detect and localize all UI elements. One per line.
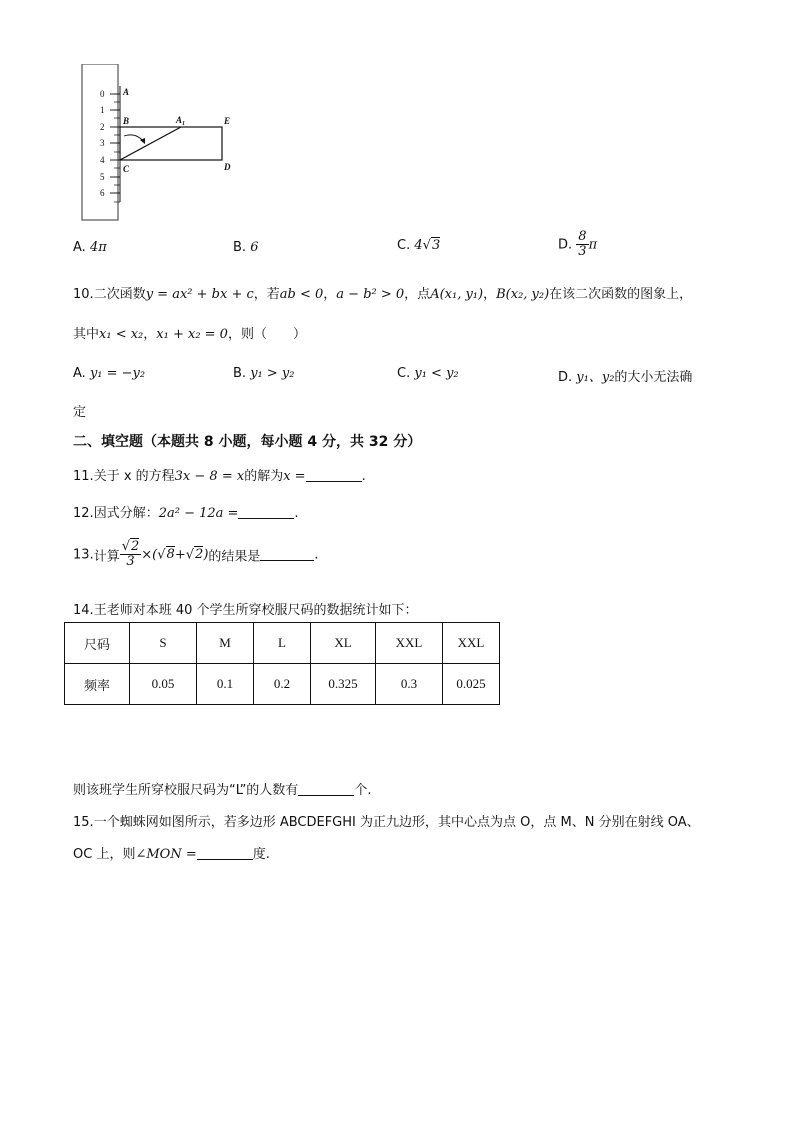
q9-option-c-coef: 4	[414, 238, 423, 253]
q10-option-a-value: y₁ = −y₂	[89, 366, 146, 381]
q10-option-d-continued: 定	[73, 405, 87, 420]
label-a1-sub: 1	[182, 121, 186, 127]
table-cell: 0.05	[130, 664, 197, 705]
table-cell: 尺码	[65, 623, 130, 664]
table-row	[65, 664, 500, 705]
q9-option-d-fraction	[576, 230, 588, 260]
q13-radicand-1: 8	[166, 547, 175, 563]
q10-option-b-value: y₁ > y₂	[250, 366, 295, 381]
q9-option-a	[73, 240, 107, 255]
q10-option-d-label: D.	[558, 370, 573, 385]
q10-cond-4: x₁ + x₂ = 0	[156, 327, 228, 342]
table-cell: M	[197, 623, 254, 664]
q10-stem-line1	[73, 283, 692, 302]
table-cell: XL	[311, 623, 376, 664]
ruler-tick-3: 3	[100, 138, 105, 148]
q10-function: y = ax² + bx + c	[145, 287, 254, 302]
q12	[73, 502, 299, 521]
q15-angle: ∠MON =	[135, 847, 197, 862]
q10-option-c-value: y₁ < y₂	[414, 366, 459, 381]
q15-text-1: 一个蜘蛛网如图所示，若多边形 ABCDEFGHI 为正九边形，其中心点为点 O，点 M、N 分别在射线 OA、	[93, 815, 700, 830]
q9-option-a-label: A.	[73, 240, 86, 255]
ruler-tick-4: 4	[100, 155, 105, 165]
q13-numerator-radicand: 2	[131, 539, 140, 554]
q11-number: 11.	[73, 469, 94, 484]
q13-sqrt-1: √8	[157, 547, 175, 563]
q10-point-a: A(x₁, y₁)	[430, 287, 484, 302]
q12-end: .	[294, 506, 299, 521]
q10-stem-line2	[73, 323, 306, 342]
q10-number: 10.	[73, 287, 94, 302]
label-a1: $A_1$	[176, 115, 186, 127]
q10-line2-2: ，则（ ）	[227, 327, 306, 342]
q13-text-2: 的结果是	[208, 549, 261, 565]
q10-option-d-text: 的大小无法确	[614, 370, 693, 385]
q11	[73, 465, 366, 484]
q15-text-3: 度.	[252, 847, 270, 862]
q14-text: 王老师对本班 40 个学生所穿校服尺码的数据统计如下：	[93, 603, 418, 618]
q11-text-1: 关于 x 的方程	[93, 469, 175, 484]
segment-ca1	[120, 127, 181, 160]
q10-line2-1: 其中	[73, 327, 100, 342]
q15-line2	[73, 843, 270, 862]
q14-number: 14.	[73, 603, 94, 618]
q10-point-b: B(x₂, y₂)	[496, 287, 550, 302]
q10-option-b	[233, 366, 294, 381]
size-frequency-table	[64, 622, 500, 705]
q10-sep-3: ，	[143, 327, 157, 342]
sqrt-sign: √	[422, 238, 431, 253]
q9-option-c-radicand: 3	[431, 238, 441, 253]
q13-answer-blank[interactable]	[260, 548, 314, 561]
q10-sep-1: ，	[323, 287, 337, 302]
section-2-title: 二、填空题（本题共 8 小题，每小题 4 分，共 32 分）	[73, 434, 422, 450]
q12-expression: 2a² − 12a =	[158, 506, 239, 521]
table-cell: XXL	[443, 623, 500, 664]
q13-radicand-2: 2	[195, 547, 204, 563]
q10-stem-3: ，点	[404, 287, 431, 302]
ruler-tick-0: 0	[100, 89, 105, 99]
q15-answer-blank[interactable]	[197, 847, 253, 860]
q13-times: ×(	[141, 547, 158, 563]
table-cell: 0.325	[311, 664, 376, 705]
q10-stem-2: ，若	[253, 287, 280, 302]
q9-option-a-value: 4π	[89, 240, 107, 255]
q13-plus: +	[174, 547, 186, 563]
q15-number: 15.	[73, 815, 94, 830]
q13-fraction-denominator: 3	[126, 554, 135, 570]
q9-option-c	[397, 238, 440, 253]
q9-option-d-label: D.	[558, 237, 573, 253]
q10-option-d-math: y₁、y₂	[576, 370, 615, 385]
table-cell: 0.025	[443, 664, 500, 705]
q14-after-1: 则该班学生所穿校服尺码为“L”的人数有	[73, 783, 299, 798]
label-d: D	[224, 162, 231, 172]
label-b: B	[123, 116, 130, 126]
q14-stem	[73, 599, 418, 618]
q13-sqrt-2: √2	[185, 547, 204, 563]
q10-option-b-label: B.	[233, 366, 247, 381]
table-cell: 0.2	[254, 664, 311, 705]
q10-sep-2: ，	[483, 287, 497, 302]
q13-text-1: 计算	[93, 549, 120, 565]
q11-end: .	[361, 469, 366, 484]
q9-option-b-value: 6	[250, 240, 259, 255]
q12-answer-blank[interactable]	[238, 506, 294, 519]
ruler-tick-5: 5	[100, 172, 105, 182]
q11-var: x =	[283, 469, 306, 484]
table-cell: S	[130, 623, 197, 664]
ruler-tick-6: 6	[100, 188, 105, 198]
q9-option-d-pi: π	[588, 237, 598, 253]
q10-option-a	[73, 366, 145, 381]
q10-option-c-label: C.	[397, 366, 411, 381]
q10-cond-2: a − b² > 0	[336, 287, 405, 302]
q10-cond-1: ab < 0	[279, 287, 324, 302]
table-cell: 0.1	[197, 664, 254, 705]
q9-option-d-numerator: 8	[578, 229, 587, 244]
q9-option-c-label: C.	[397, 238, 411, 253]
ruler-tick-2: 2	[100, 122, 105, 132]
q14-answer-blank[interactable]	[298, 783, 354, 796]
rotation-arrow	[124, 135, 144, 142]
q13-fraction-numerator: √2	[121, 539, 140, 554]
ruler-tick-1: 1	[100, 105, 105, 115]
q10-option-a-label: A.	[73, 366, 86, 381]
q11-equation: 3x − 8 = x	[174, 469, 245, 484]
q15-line1	[73, 811, 700, 830]
q13-fraction	[120, 540, 142, 570]
q13-close-paren: )	[203, 547, 209, 563]
table-cell: 频率	[65, 664, 130, 705]
q14-question	[73, 779, 371, 798]
q14-after-2: 个.	[354, 783, 372, 798]
q12-text-1: 因式分解：	[93, 506, 159, 521]
q10-option-d	[558, 366, 692, 385]
q13-number: 13.	[73, 547, 94, 563]
table-cell: L	[254, 623, 311, 664]
q10-stem-4: 在该二次函数的图象上，	[549, 287, 693, 302]
q9-option-b-label: B.	[233, 240, 251, 255]
q11-text-2: 的解为	[244, 469, 284, 484]
q9-option-d-denominator: 3	[578, 244, 587, 260]
q11-answer-blank[interactable]	[306, 469, 362, 482]
table-cell: XXL	[376, 623, 443, 664]
label-e: E	[224, 116, 231, 126]
ruler-figure	[78, 64, 248, 224]
q10-cond-3: x₁ < x₂	[99, 327, 144, 342]
q10-stem-1: 二次函数	[93, 287, 146, 302]
q13	[73, 540, 319, 570]
label-c: C	[123, 164, 130, 174]
q9-option-b	[233, 240, 258, 255]
label-a: A	[123, 87, 130, 97]
q12-number: 12.	[73, 506, 94, 521]
q10-option-c	[397, 366, 459, 381]
table-row	[65, 623, 500, 664]
q13-end: .	[314, 547, 319, 563]
q9-option-d	[558, 230, 597, 260]
table-cell: 0.3	[376, 664, 443, 705]
q15-text-2: OC 上，则	[73, 847, 136, 862]
